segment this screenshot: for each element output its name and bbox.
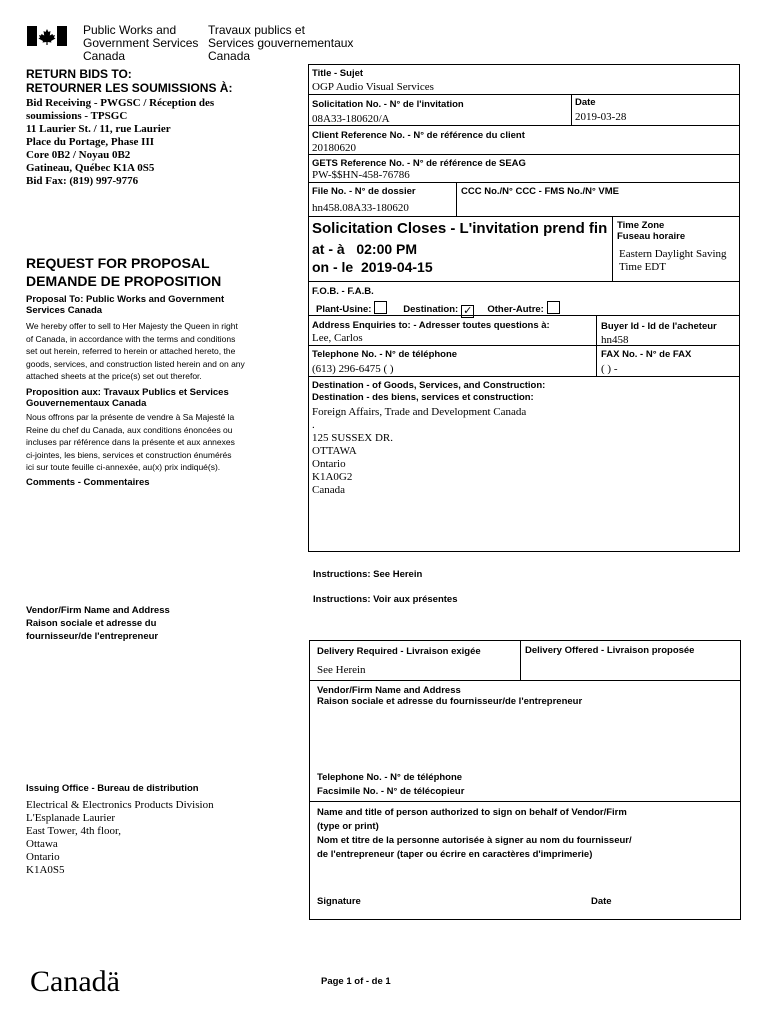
phone-label: Telephone No. - N° de téléphone	[312, 349, 458, 360]
department-name-fr: Travaux publics et Services gouvernementaux Canada	[208, 23, 354, 63]
comments-label: Comments - Commentaires	[26, 477, 150, 488]
fax-value: ( ) -	[601, 363, 618, 375]
proposal-en-heading: Proposal To: Public Works and Government Services Canada	[26, 294, 225, 316]
gets-label: GETS Reference No. - N° de référence de SEAG	[312, 158, 526, 169]
ccc-label: CCC No./N° CCC - FMS No./N° VME	[461, 186, 620, 197]
fob-label: F.O.B. - F.A.B.	[312, 286, 374, 297]
delivery-offered-label: Delivery Offered - Livraison proposée	[525, 645, 695, 656]
page-number: Page 1 of - de 1	[321, 976, 391, 987]
authorized-person-label: Name and title of person authorized to sign on behalf of Vendor/Firm (type or print) Nom et titre de la personne autorisée à signer au nom du fournisseur/ de l'entrepreneur (taper ou écrire en caractères d'imprimerie)	[317, 807, 632, 860]
signature-label: Signature	[317, 896, 361, 907]
canada-flag-icon	[27, 26, 67, 46]
buyer-label: Buyer Id - Id de l'acheteur	[601, 321, 717, 332]
closes-title: Solicitation Closes - L'invitation prend fin	[312, 220, 608, 237]
timezone-label: Time Zone Fuseau horaire	[617, 220, 686, 242]
return-bids-address: Bid Receiving - PWGSC / Réception des soumissions - TPSGC 11 Laurier St. / 11, rue Laurier Place du Portage, Phase III Core 0B2 / Noyau 0B2 Gatineau, Québec K1A 0S5 Bid Fax: (819) 997-9776	[26, 97, 215, 187]
proposal-fr-heading: Proposition aux: Travaux Publics et Services Gouvernementaux Canada	[26, 387, 229, 409]
issuing-office-label: Issuing Office - Bureau de distribution	[26, 783, 199, 794]
file-value: hn458.08A33-180620	[312, 202, 409, 214]
fax-label: FAX No. - N° de FAX	[601, 349, 692, 360]
vendor-left-label: Vendor/Firm Name and Address Raison sociale et adresse du fournisseur/de l'entrepreneur	[26, 605, 170, 642]
fob-options: Plant-Usine: Destination: ✓ Other-Autre:	[316, 301, 560, 318]
date-value: 2019-03-28	[575, 111, 627, 123]
destination-address: Foreign Affairs, Trade and Development Canada . 125 SUSSEX DR. OTTAWA Ontario K1A0G2 Canada	[312, 406, 527, 496]
delivery-required-label: Delivery Required - Livraison exigée	[317, 646, 481, 657]
closing-date: on - le 2019-04-15	[312, 259, 433, 275]
instructions-en: Instructions: See Herein	[313, 569, 423, 580]
plant-checkbox[interactable]	[374, 301, 387, 314]
date-label: Date	[575, 97, 596, 108]
other-checkbox[interactable]	[547, 301, 560, 314]
title-label: Title - Sujet	[312, 68, 364, 79]
closing-time: at - à 02:00 PM	[312, 241, 418, 257]
phone-value: (613) 296-6475 ( )	[312, 363, 394, 375]
client-ref-value: 20180620	[312, 142, 356, 154]
signature-date-label: Date	[591, 896, 612, 907]
destination-label: Destination - of Goods, Services, and Construction: Destination - des biens, services et construction:	[312, 380, 546, 403]
solicitation-value: 08A33-180620/A	[312, 113, 390, 125]
department-name-en: Public Works and Government Services Canada	[83, 23, 199, 63]
canada-wordmark: Canadä	[30, 965, 120, 998]
enquiries-value: Lee, Carlos	[312, 332, 363, 344]
issuing-office-address: Electrical & Electronics Products Division L'Esplanade Laurier East Tower, 4th floor, Ottawa Ontario K1A0S5	[26, 799, 214, 876]
buyer-value: hn458	[601, 334, 629, 346]
proposal-en-body: We hereby offer to sell to Her Majesty the Queen in right of Canada, in accordance with the terms and conditions set out herein, referred to herein or attached hereto, the goods, services, and construction listed herein and on any attached sheets at the price(s) set out therefor.	[26, 321, 245, 381]
enquiries-label: Address Enquiries to: - Adresser toutes questions à:	[312, 320, 550, 331]
title-value: OGP Audio Visual Services	[312, 81, 434, 93]
instructions-fr: Instructions: Voir aux présentes	[313, 594, 458, 605]
telephone-fax-label: Telephone No. - N° de téléphone Facsimile No. - N° de télécopieur	[317, 772, 465, 797]
timezone-value: Eastern Daylight Saving Time EDT	[619, 248, 727, 273]
proposal-fr-body: Nous offrons par la présente de vendre à Sa Majesté la Reine du chef du Canada, aux conditions énoncées ou incluses par référence dans la présente et aux annexes ci-jointes, les biens, services et construction énumérés ici sur toute feuille ci-annexée, au(x) prix indiqué(s).	[26, 412, 235, 472]
return-bids-heading: RETURN BIDS TO: RETOURNER LES SOUMISSIONS À:	[26, 67, 233, 95]
client-ref-label: Client Reference No. - N° de référence du client	[312, 130, 525, 141]
destination-checkbox[interactable]: ✓	[463, 305, 473, 317]
solicitation-label: Solicitation No. - N° de l'invitation	[312, 99, 464, 110]
vendor-label: Vendor/Firm Name and Address Raison sociale et adresse du fournisseur/de l'entrepreneur	[317, 685, 583, 707]
gets-value: PW-$$HN-458-76786	[312, 169, 410, 181]
delivery-required-value: See Herein	[317, 664, 366, 676]
file-label: File No. - N° de dossier	[312, 186, 416, 197]
rfp-title: REQUEST FOR PROPOSAL DEMANDE DE PROPOSITION	[26, 255, 222, 289]
